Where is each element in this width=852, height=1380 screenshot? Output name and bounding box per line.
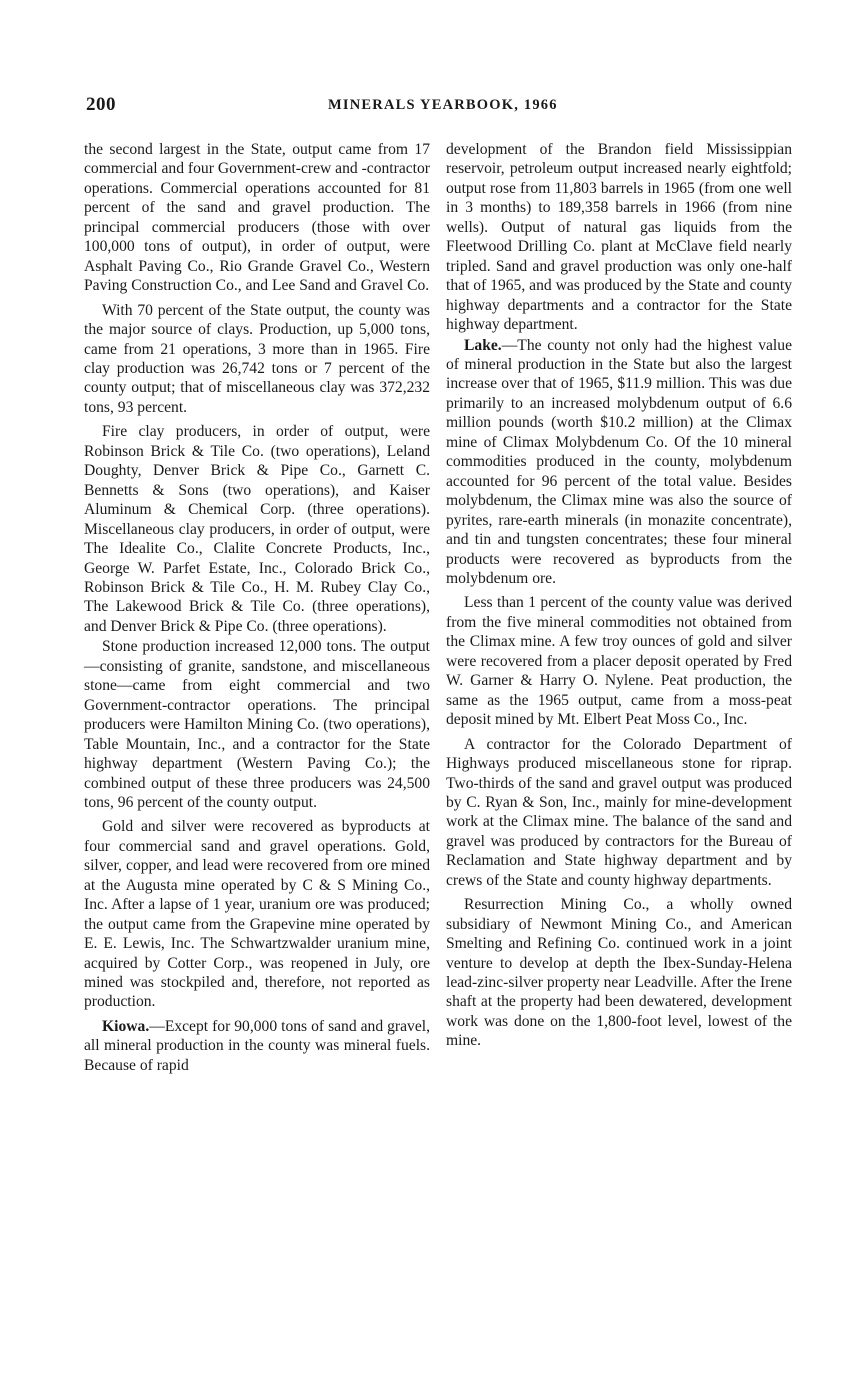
page-number: 200 [86,94,116,115]
running-title: MINERALS YEARBOOK, 1966 [328,97,558,113]
paragraph [446,336,792,589]
paragraph: the second largest in the State, output came from 17 commercial and four Government-crew and -contractor operations. Commercial operations accounted for 81 percent of the sand and gravel production. The principal commercial producers (those with over 100,000 tons of output), in order of output, were Asphalt Paving Co., Rio Grande Gravel Co., Western Paving Construction Co., and Lee Sand and Gravel Co. [84,141,430,295]
right-column [446,140,792,1052]
paragraph: Stone production increased 12,000 tons. The output—consisting of granite, sandstone, and miscellaneous stone—came from eight commercial and two Government-contractor operations. The principal producers were Hamilton Mining Co. (two operations), Table Mountain, Inc., and a contractor for the State highway department (Western Paving Co.); the combined output of these three producers was 24,500 tons, 96 percent of the county output. [84,638,430,811]
paragraph: Gold and silver were recovered as byproducts at four commercial sand and gravel operations. Gold, silver, copper, and lead were recovered from ore mined at the Augusta mine operated by C & S Mining Co., Inc. After a lapse of 1 year, uranium ore was produced; the output came from the Grapevine mine operated by E. E. Lewis, Inc. The Schwartzwalder uranium mine, acquired by Cotter Corp., was reopened in July, ore mined was stockpiled and, therefore, not reported as production. [84,818,430,1011]
paragraph [84,1017,430,1075]
paragraph: A contractor for the Colorado Department of Highways produced miscellaneous stone for riprap. Two-thirds of the sand and gravel output was produced by C. Ryan & Son, Inc., mainly for mine-development work at the Climax mine. The balance of the sand and gravel was produced by contractors for the Bureau of Reclamation and State highway department and by crews of the State and county highway departments. [446,735,792,889]
paragraph: Resurrection Mining Co., a wholly owned subsidiary of Newmont Mining Co., and American Smelting and Refining Co. continued work in a joint venture to develop at depth the Ibex-Sunday-Helena lead-zinc-silver property near Leadville. After the Irene shaft at the property had been dewatered, development work was done on the 1,800-foot level, lowest of the mine. [446,896,792,1050]
paragraph: Less than 1 percent of the county value was derived from the five mineral commodities not obtained from the Climax mine. A few troy ounces of gold and silver were recovered from a placer deposit operated by Fred W. Garner & Harry O. Nylene. Peat production, the same as the 1965 output, came from a moss-peat deposit mined by Mt. Elbert Peat Moss Co., Inc. [446,594,792,729]
paragraph-text: —Except for 90,000 tons of sand and gravel, all mineral production in the county was mineral fuels. Because of rapid [84,1017,430,1074]
paragraph: development of the Brandon field Mississippian reservoir, petroleum output increased nearly eightfold; output rose from 11,803 barrels in 1965 (from one well in 3 months) to 189,358 barrels in 1966 (from nine wells). Output of natural gas liquids from the Fleetwood Drilling Co. plant at McClave field nearly tripled. Sand and gravel production was only one-half that of 1965, and was produced by the State and county highway departments and a contractor for the State highway department. [446,141,793,334]
left-column [84,140,430,1076]
county-heading-kiowa: Kiowa. [102,1017,150,1035]
page-header [86,94,766,120]
paragraph: Fire clay producers, in order of output, were Robinson Brick & Tile Co. (two operations), Leland Doughty, Denver Brick & Pipe Co., Garnett C. Bennetts & Sons (two operations), and Kaiser Aluminum & Chemical Corp. (three operations). Miscellaneous clay producers, in order of output, were The Idealite Co., Clalite Concrete Products, Inc., George W. Parfet Estate, Inc., Colorado Brick Co., Robinson Brick & Tile Co., H. M. Rubey Clay Co., The Lakewood Brick & Tile Co. (three operations), and Denver Brick & Pipe Co. (three operations). [84,423,430,635]
county-heading-lake: Lake. [464,336,502,354]
paragraph: With 70 percent of the State output, the county was the major source of clays. Production, up 5,000 tons, came from 21 operations, 3 more than in 1965. Fire clay production was 26,742 tons or 7 percent of the county output; that of miscellaneous clay was 372,232 tons, 93 percent. [84,301,430,416]
paragraph-text: —The county not only had the highest value of mineral production in the State but also the largest increase over that of 1965, $11.9 million. This was due primarily to an increased molybdenum output of 6.6 million pounds (worth $10.2 million) at the Climax mine of Climax Molybdenum Co. Of the 10 mineral commodities produced in the county, molybdenum accounted for 96 percent of the total value. Besides molybdenum, the Climax mine was also the source of pyrites, rare-earth minerals (in monazite concentrate), and tin and tungsten concentrates; these four mineral products were recovered as byproducts from the molybdenum ore. [446,336,792,587]
